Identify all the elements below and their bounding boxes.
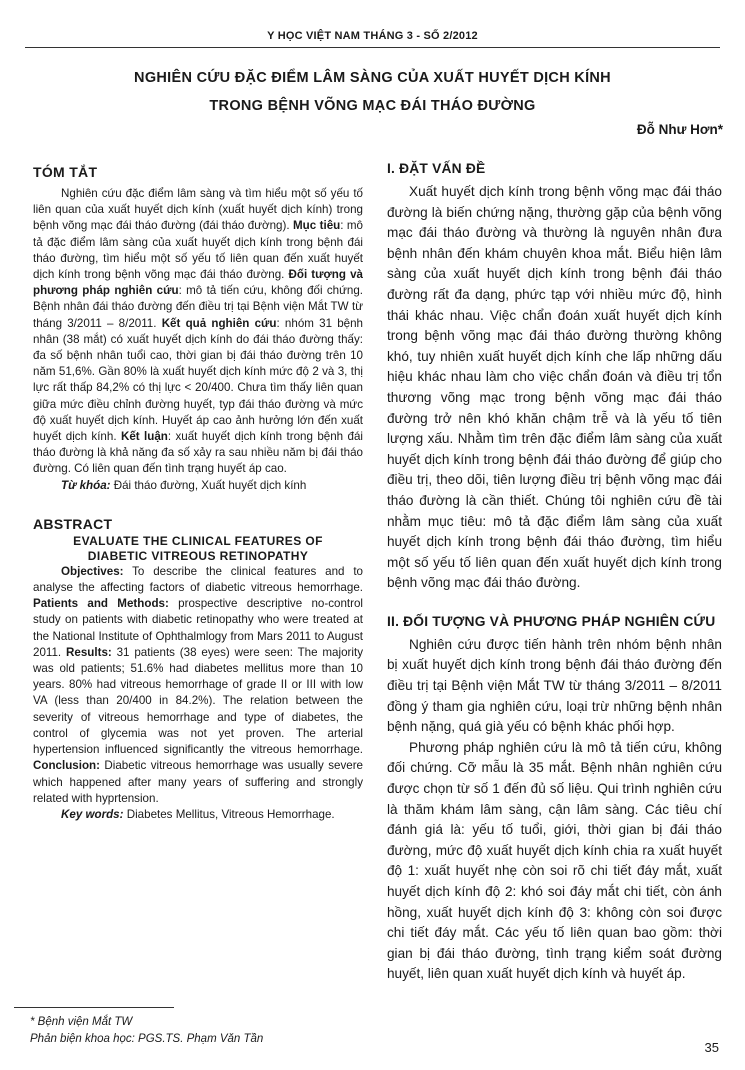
title-line-2: TRONG BỆNH VÕNG MẠC ĐÁI THÁO ĐƯỜNG <box>209 98 536 114</box>
tomtat-intro: Nghiên cứu đặc điểm lâm sàng và tìm hiểu một số yếu tố liên quan của xuất huyết dịch kính (xuất huyết dịch kính) trong bệnh võng mạc đái tháo đường (đái tháo đường). <box>33 187 363 233</box>
footnote-affiliation: * Bệnh viện Mắt TW <box>30 1016 133 1028</box>
doi-tuong-text: : mô tả tiến cứu, không đối chứng. Bệnh nhân đái tháo đường đến điều trị tại Bệnh viện Mắt TW từ tháng 3/2011 – 8/2011. <box>33 284 363 330</box>
tomtat-heading: TÓM TẮT <box>33 164 98 180</box>
section1-heading: I. ĐẶT VẤN ĐỀ <box>387 161 486 176</box>
journal-header: Y HỌC VIỆT NAM THÁNG 3 - SỐ 2/2012 <box>267 30 478 42</box>
abstract-title-line-2: DIABETIC VITREOUS RETINOPATHY <box>87 548 309 563</box>
conclusion-label: Conclusion: <box>33 759 100 773</box>
tu-khoa-line <box>33 478 363 494</box>
section2-heading: II. ĐỐI TƯỢNG VÀ PHƯƠNG PHÁP NGHIÊN CỨU <box>387 613 716 629</box>
keywords-line <box>33 807 363 823</box>
left-column <box>33 155 363 823</box>
ket-qua-text: : nhóm 31 bệnh nhân (38 mắt) có xuất huyết dịch kính do đái tháo đường thấy: đa số bệnh nhân tuổi cao, thời gian bị đái tháo đường trên 10 năm 51,6%. Gần 80% là xuất huyết dịch kính mức độ 2 và 3, thị lực rất thấp 84,2% có thị lực < 20/400. Chưa tìm thấy liên quan giữa mức điều chỉnh đường huyết, typ đái tháo đường và mức độ xuất huyết dịch kính. Huyết áp cao ảnh hưởng lớn đến xuất huyết dịch kính. <box>33 316 363 444</box>
tu-khoa-label: Từ khóa: <box>61 478 111 492</box>
ket-luan-label: Kết luận <box>120 430 168 444</box>
muc-tieu-text: : mô tả đặc điểm lâm sàng của xuất huyết dịch kính trong bệnh đái tháo đường, tìm hiểu một số yếu tố liên quan đến xuất huyết dịch kính trong bệnh võng mạc đái tháo đường. <box>33 219 363 282</box>
ket-luan-text: : xuất huyết dịch kính trong bệnh đái tháo đường là khả năng đa số xảy ra sau nhiều năm bị đái tháo đường. Có liên quan đến tình trạng huyết áp cao. <box>33 430 363 476</box>
footnote-reviewer: Phản biện khoa học: PGS.TS. Phạm Văn Tần <box>30 1033 264 1045</box>
page-number: 35 <box>704 1040 719 1055</box>
objectives-label: Objectives: <box>61 564 124 578</box>
right-column <box>387 155 722 985</box>
doi-tuong-label: Đối tượng và phương pháp nghiên cứu <box>33 268 363 298</box>
header-divider <box>25 47 720 48</box>
keywords-label: Key words: <box>61 807 124 821</box>
ket-qua-label: Kết quả nghiên cứu <box>161 316 277 330</box>
patients-text: prospective descriptive no-control study on patients with diabetic retinopathy who were treated at the National Institute of Ophthalmlogy from Mars 2011 to August 2011. <box>33 597 363 659</box>
tomtat-paragraph <box>33 186 363 478</box>
abstract-title <box>33 534 363 564</box>
results-label: Results: <box>66 645 112 659</box>
conclusion-text: Diabetic vitreous hemorrhage was usually severe which happened after many years of suffering and strongly related with hyprtension. <box>33 759 363 805</box>
abstract-paragraph <box>33 564 363 807</box>
title-line-1: NGHIÊN CỨU ĐẶC ĐIỂM LÂM SÀNG CỦA XUẤT HUYẾT DỊCH KÍNH <box>134 70 611 86</box>
abstract-heading: ABSTRACT <box>33 515 113 532</box>
section2-paragraph-1: Nghiên cứu được tiến hành trên nhóm bệnh nhân bị xuất huyết dịch kính trong bệnh đái tháo đường đến điều trị tại Bệnh viện Mắt TW từ tháng 3/2011 – 8/2011 đồng ý tham gia nghiên cứu, loại trừ những bệnh nhân bệnh nặng, quá già yếu có bệnh khác phối hợp. <box>387 636 722 735</box>
footnote-divider <box>14 1007 174 1008</box>
muc-tieu-label: Mục tiêu <box>293 219 341 233</box>
section2-paragraph-2: Phương pháp nghiên cứu là mô tả tiến cứu, không đối chứng. Cỡ mẫu là 35 mắt. Bệnh nhân nghiên cứu được chọn từ số 1 đến đủ số liệu. Qui trình nghiên cứu là thăm khám lâm sàng, cận lâm sàng. Các tiêu chí đánh giá là: yếu tố tuổi, giới, thời gian bị đái tháo đường, mức độ xuất huyết dịch kính chia ra xuất huyết độ 1: xuất huyết nhẹ còn soi rõ chi tiết đáy mắt, xuất huyết dịch kính độ 2: khó soi đáy mắt chi tiết, còn ánh hồng, xuất huyết dịch kính độ 3: không còn soi được chi tiết đáy mắt. Các yếu tố liên quan bao gồm: thời gian bị đái tháo đường, tình trạng kiểm soát đường huyết, liên quan xuất huyết dịch kính và huyết áp. <box>387 739 722 982</box>
tu-khoa-text: Đái tháo đường, Xuất huyết dịch kính <box>110 478 307 492</box>
keywords-text: Diabetes Mellitus, Vitreous Hemorrhage. <box>123 807 335 821</box>
author-name: Đỗ Như Hơn* <box>636 122 723 137</box>
objectives-text: To describe the clinical features and to analyse the affecting factors of diabetic vitreous hemorrhage. <box>33 564 363 595</box>
article-title <box>60 64 685 120</box>
results-text: 31 patients (38 eyes) were seen: The majority was old patients; 51.6% had diabetes mellitus more than 10 years. 80% had vitreous hemorrhage of grade II or III with low VA (less than 20/400 in 84.2%). The relation between the severity of vitreous hemorrhage and type of diabetes, the control of glycemia was not yet proven. The arterial hypertension influenced significantly the vitreous hemorrhage. <box>33 645 363 757</box>
patients-label: Patients and Methods: <box>33 597 169 611</box>
abstract-title-line-1: EVALUATE THE CLINICAL FEATURES OF <box>73 533 323 548</box>
section1-paragraph: Xuất huyết dịch kính trong bệnh võng mạc đái tháo đường là biến chứng nặng, thường gặp của bệnh võng mạc đái tháo đường và thường là nguyên nhân đưa bệnh nhân đến khám chuyên khoa mắt. Biểu hiện lâm sàng của xuất huyết dịch kính trong bệnh đái tháo đường rất đa dạng, phức tạp với nhiều mức độ, hình thái khác nhau. Việc chẩn đoán xuất huyết dịch kính trong bệnh võng mạc đái tháo đường thường không khó, tuy nhiên xuất huyết dịch kính che lấp những dấu hiệu khác nhau làm cho việc chẩn đoán và điều trị tổn thương võng mạc trong bệnh võng mạc đái tháo đường trở nên khó khăn chậm trễ và là yếu tố tiên lượng xấu. Nhằm tìm trên đặc điểm lâm sàng của xuất huyết dịch kính trong bệnh đái tháo đường để giúp cho điều trị, theo dõi, tiên lượng điều trị bệnh võng mạc đái tháo đường là cần thiết. Chúng tôi nghiên cứu đề tài nhằm mục tiêu: mô tả đặc điểm lâm sàng của xuất huyết dịch kính trong bệnh đái tháo đường, tìm hiểu một số yếu tố liên quan đến xuất huyết dịch kính trong bệnh võng mạc đái tháo đường. <box>387 184 722 591</box>
